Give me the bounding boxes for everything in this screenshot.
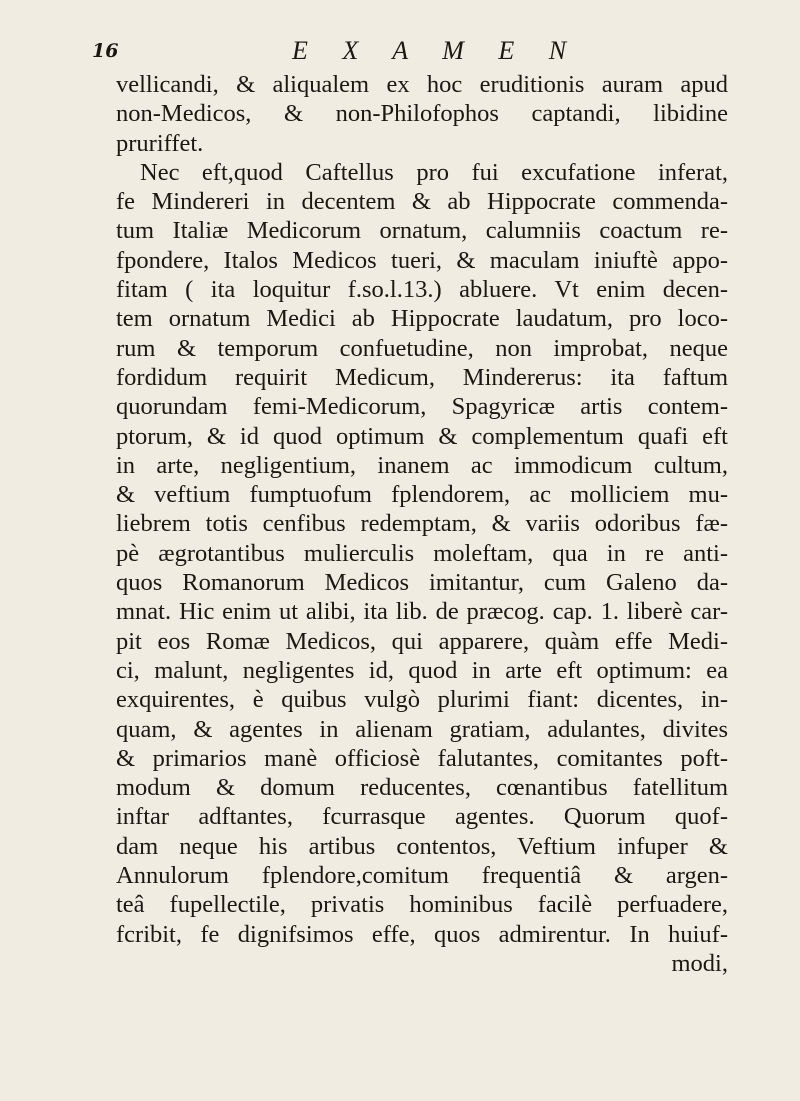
text-line: Annulorum fplendore,comitum frequentiâ & argen- — [116, 862, 728, 890]
text-line: fitam ( ita loquitur f.so.l.13.) abluere. Vt enim decen- — [116, 276, 728, 304]
text-line: in arte, negligentium, inanem ac immodicum cultum, — [116, 451, 728, 479]
text-line: ci, malunt, negligentes id, quod in arte eft optimum: ea — [116, 656, 728, 684]
text-line: pè ægrotantibus mulierculis moleftam, qua in re anti- — [116, 539, 728, 567]
text-line: tum Italiæ Medicorum ornatum, calumniis coactum re- — [116, 217, 728, 245]
text-line: inftar adftantes, fcurrasque agentes. Quorum quof- — [116, 803, 728, 831]
text-line: quos Romanorum Medicos imitantur, cum Galeno da- — [116, 569, 728, 597]
text-line: tem ornatum Medici ab Hippocrate laudatum, pro loco- — [116, 305, 728, 333]
text-line: & primarios manè officiosè falutantes, comitantes poft- — [116, 744, 728, 772]
text-line: quam, & agentes in alienam gratiam, adulantes, divites — [116, 715, 728, 743]
running-head: E X A M E N — [292, 36, 581, 65]
text-line: exquirentes, è quibus vulgò plurimi fiant: dicentes, in- — [116, 686, 728, 714]
text-line: pruriffet. — [116, 129, 204, 157]
text-line: fcribit, fe dignifsimos effe, quos admirentur. In huiuf- — [116, 920, 728, 948]
text-line: Nec eft,quod Caftellus pro fui excufatione inferat, — [140, 158, 728, 186]
text-line: ptorum, & id quod optimum & complementum quafi eft — [116, 422, 728, 450]
text-line: quorundam femi-Medicorum, Spagyricæ artis contem- — [116, 393, 728, 421]
page-number: 16 — [92, 40, 119, 62]
text-line: & veftium fumptuofum fplendorem, ac molliciem mu- — [116, 481, 728, 509]
catchword: modi, — [671, 949, 728, 977]
text-line: pit eos Romæ Medicos, qui apparere, quàm effe Medi- — [116, 627, 728, 655]
text-line: teâ fupellectile, privatis hominibus facilè perfuadere, — [116, 891, 728, 919]
text-line: rum & temporum confuetudine, non improbat, neque — [116, 334, 728, 362]
text-line: modum & domum reducentes, cœnantibus fatellitum — [116, 774, 728, 802]
text-line: dam neque his artibus contentos, Veftium infuper & — [116, 832, 728, 860]
text-line: fordidum requirit Medicum, Mindererus: ita faftum — [116, 363, 728, 391]
text-line: fe Mindereri in decentem & ab Hippocrate commenda- — [116, 188, 728, 216]
text-line: fpondere, Italos Medicos tueri, & maculam iniuftè appo- — [116, 246, 728, 274]
text-line: non-Medicos, & non-Philofophos captandi, libidine — [116, 100, 728, 128]
text-line: liebrem totis cenfibus redemptam, & variis odoribus fæ- — [116, 510, 728, 538]
text-line: mnat. Hic enim ut alibi, ita lib. de præcog. cap. 1. liberè car- — [116, 598, 728, 626]
page-header — [92, 32, 692, 68]
body-text — [116, 70, 728, 978]
text-line: vellicandi, & aliqualem ex hoc eruditionis auram apud — [116, 71, 728, 98]
